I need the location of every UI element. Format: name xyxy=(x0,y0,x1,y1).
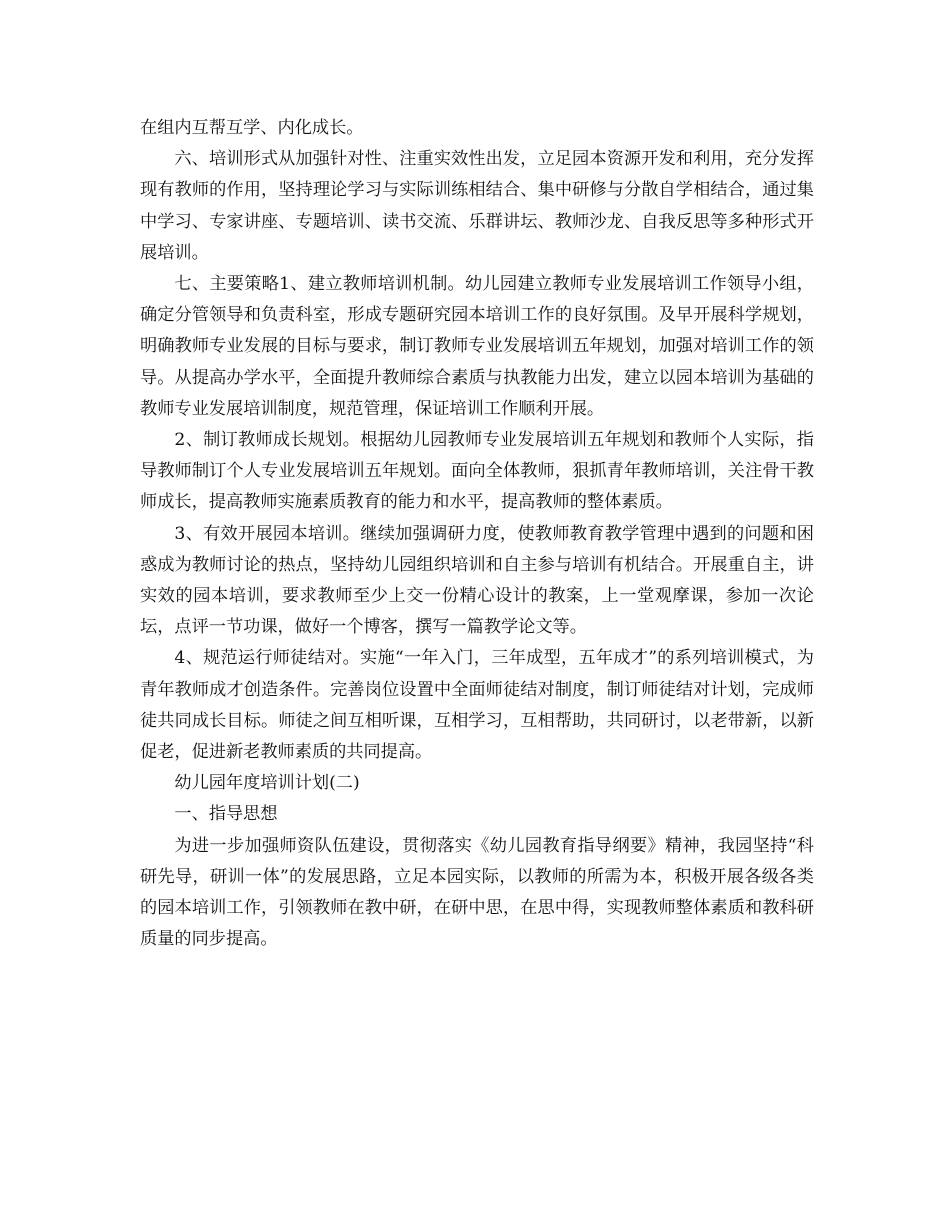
paragraph-growth-plan: 2、制订教师成长规划。根据幼儿园教师专业发展培训五年规划和教师个人实际，指导教师制订个人专业发展培训五年规划。面向全体教师，狠抓青年教师培训，关注骨干教师成长，提高教师实施素质教育的能力和水平，提高教师的整体素质。 xyxy=(140,430,814,513)
paragraph-training-format: 六、培训形式从加强针对性、注重实效性出发，立足园本资源开发和利用，充分发挥现有教师的作用，坚持理论学习与实际训练相结合、集中研修与分散自学相结合，通过集中学习、专家讲座、专题培训、读书交流、乐群讲坛、教师沙龙、自我反思等多种形式开展培训。 xyxy=(140,149,814,263)
paragraph-mentorship: 4、规范运行师徒结对。实施“一年入门，三年成型，五年成才”的系列培训模式，为青年教师成才创造条件。完善岗位设置中全面师徒结对制度，制订师徒结对计划，完成师徒共同成长目标。师徒之间互相听课，互相学习，互相帮助，共同研讨，以老带新，以新促老，促进新老教师素质的共同提高。 xyxy=(140,648,814,763)
paragraph-continuation: 在组内互帮互学、内化成长。 xyxy=(140,118,364,138)
document-body xyxy=(140,113,814,955)
section-heading-guiding-idea: 一、指导思想 xyxy=(174,804,278,825)
paragraph-main-strategy: 七、主要策略1、建立教师培训机制。幼儿园建立教师专业发展培训工作领导小组，确定分管领导和负责科室，形成专题研究园本培训工作的良好氛围。及早开展科学规划，明确教师专业发展的目标与要求，制订教师专业发展培训五年规划，加强对培训工作的领导。从提高办学水平，全面提升教师综合素质与执教能力出发，建立以园本培训为基础的教师专业发展培训制度，规范管理，保证培训工作顺利开展。 xyxy=(140,274,814,419)
section-heading-plan-two: 幼儿园年度培训计划(二) xyxy=(174,773,360,794)
paragraph-school-training: 3、有效开展园本培训。继续加强调研力度，使教师教育教学管理中遇到的问题和困惑成为教师讨论的热点，坚持幼儿园组织培训和自主参与培训有机结合。开展重自主，讲实效的园本培训，要求教师至少上交一份精心设计的教案，上一堂观摩课，参加一次论坛，点评一节功课，做好一个博客，撰写一篇教学论文等。 xyxy=(140,523,814,638)
paragraph-guiding-idea: 为进一步加强师资队伍建设，贯彻落实《幼儿园教育指导纲要》精神，我园坚持“科研先导，研训一体”的发展思路，立足本园实际，以教师的所需为本，积极开展各级各类的园本培训工作，引领教师在教中研，在研中思，在思中得，实现教师整体素质和教科研质量的同步提高。 xyxy=(140,835,814,950)
